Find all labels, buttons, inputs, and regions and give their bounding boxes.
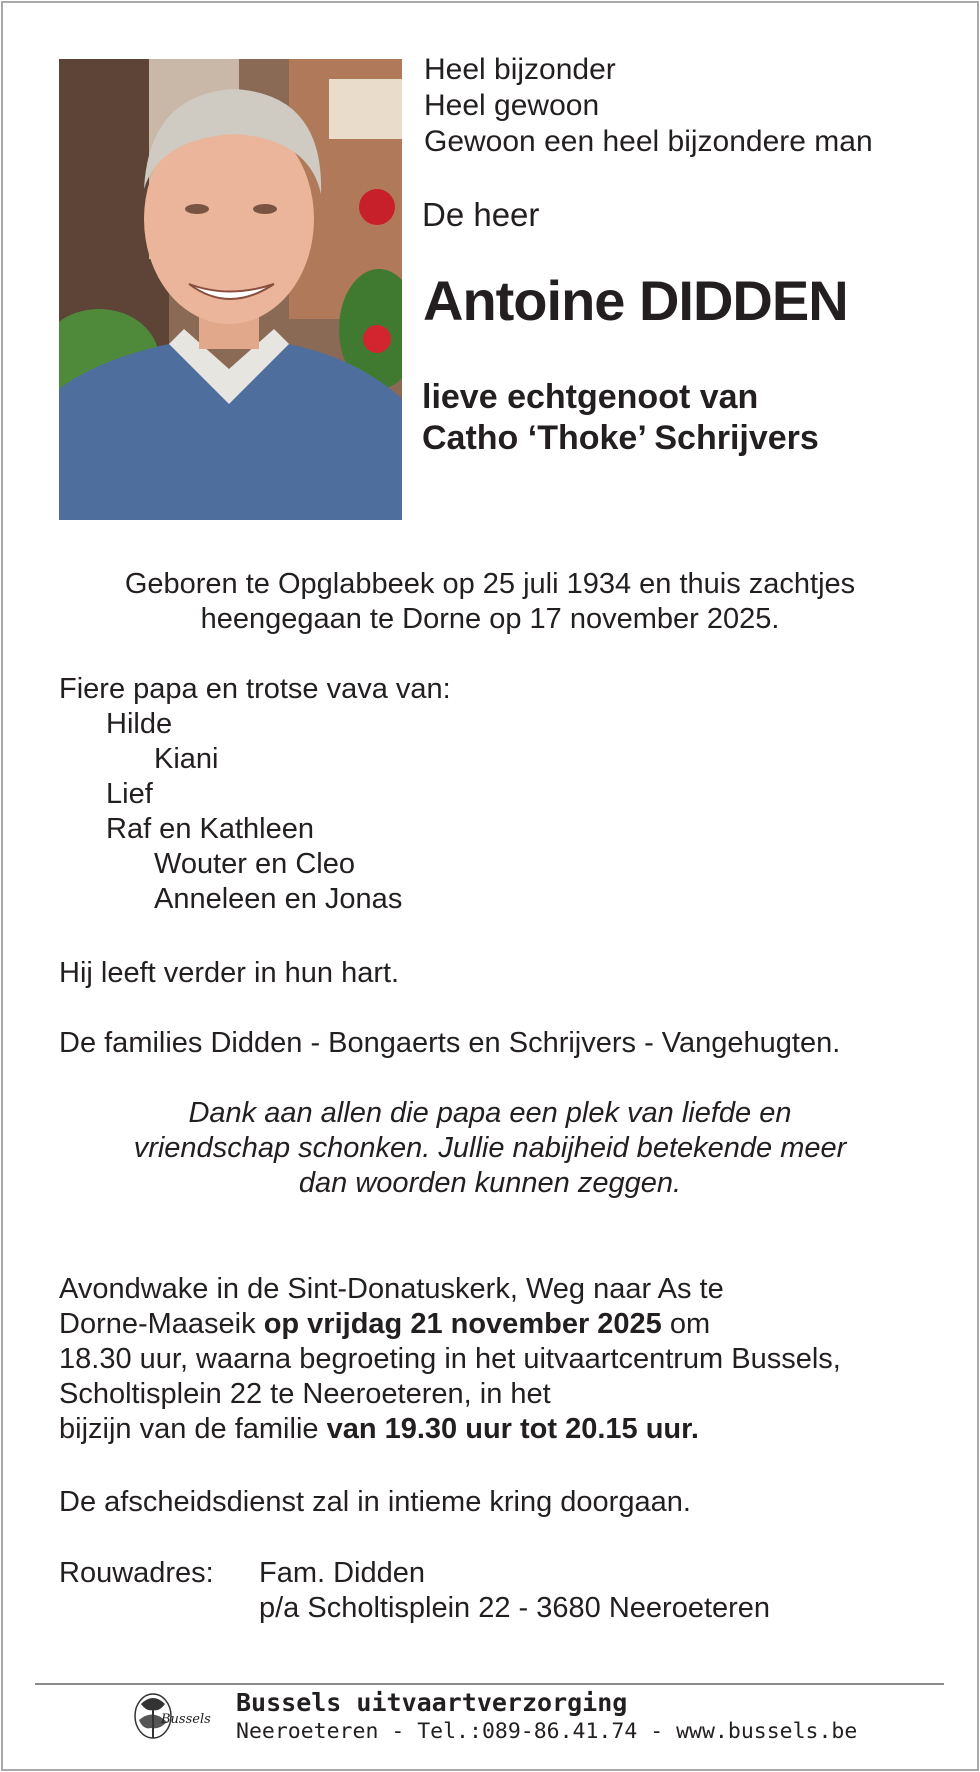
vigil-line-4: Scholtisplein 22 te Neeroeteren, in het [59, 1378, 551, 1410]
families-line: De families Didden - Bongaerts en Schrijvers - Vangehugten. [59, 1027, 841, 1059]
closing-line: Hij leeft verder in hun hart. [59, 957, 400, 989]
vigil-line-2 [59, 1307, 710, 1342]
bussels-logo [131, 1690, 211, 1746]
motto-line-3: Gewoon een heel bijzondere man [424, 125, 873, 158]
address-line-1: Fam. Didden [259, 1557, 426, 1589]
visiting-hours: van 19.30 uur tot 20.15 uur. [326, 1413, 699, 1445]
motto-line-1: Heel bijzonder [424, 53, 616, 86]
vigil-text: bijzijn van de familie [59, 1413, 327, 1445]
spouse-line-2: Catho ‘Thoke’ Schrijvers [422, 419, 819, 457]
family-member: Hilde [106, 708, 173, 740]
vigil-text: Dorne-Maaseik [59, 1308, 264, 1340]
address-line-2: p/a Scholtisplein 22 - 3680 Neeroeteren [259, 1592, 771, 1624]
family-member: Raf en Kathleen [106, 813, 314, 845]
thanks-line-1: Dank aan allen die papa een plek van liefde en [188, 1097, 792, 1129]
address-label: Rouwadres: [59, 1557, 214, 1589]
spouse-line-1: lieve echtgenoot van [422, 378, 759, 416]
vigil-line-5 [59, 1412, 699, 1447]
family-member: Wouter en Cleo [154, 848, 355, 880]
family-member: Kiani [154, 743, 219, 775]
vigil-line-1: Avondwake in de Sint-Donatuskerk, Weg naar As te [59, 1273, 724, 1305]
thanks-line-3: dan woorden kunnen zeggen. [298, 1167, 682, 1199]
salutation: De heer [422, 196, 540, 233]
birth-line-2: heengegaan te Dorne op 17 november 2025. [200, 603, 780, 635]
company-contact: Neeroeteren - Tel.:089-86.41.74 - www.bussels.be [236, 1719, 858, 1744]
logo-wordmark: Bussels [161, 1712, 211, 1727]
footer-divider [35, 1683, 944, 1685]
motto-line-2: Heel gewoon [424, 89, 600, 122]
vigil-line-3: 18.30 uur, waarna begroeting in het uitvaartcentrum Bussels, [59, 1343, 841, 1375]
family-member: Anneleen en Jonas [154, 883, 403, 915]
service-line: De afscheidsdienst zal in intieme kring doorgaan. [59, 1486, 691, 1518]
family-intro: Fiere papa en trotse vava van: [59, 673, 451, 705]
vigil-date: op vrijdag 21 november 2025 [263, 1308, 662, 1340]
company-name: Bussels uitvaartverzorging [236, 1688, 628, 1717]
deceased-name: Antoine DIDDEN [423, 269, 848, 332]
birth-line-1: Geboren te Opglabbeek op 25 juli 1934 en thuis zachtjes [124, 568, 856, 600]
vigil-text: om [661, 1308, 711, 1340]
portrait-photo [59, 59, 402, 520]
family-member: Lief [106, 778, 153, 810]
thanks-line-2: vriendschap schonken. Jullie nabijheid betekende meer [133, 1132, 847, 1164]
